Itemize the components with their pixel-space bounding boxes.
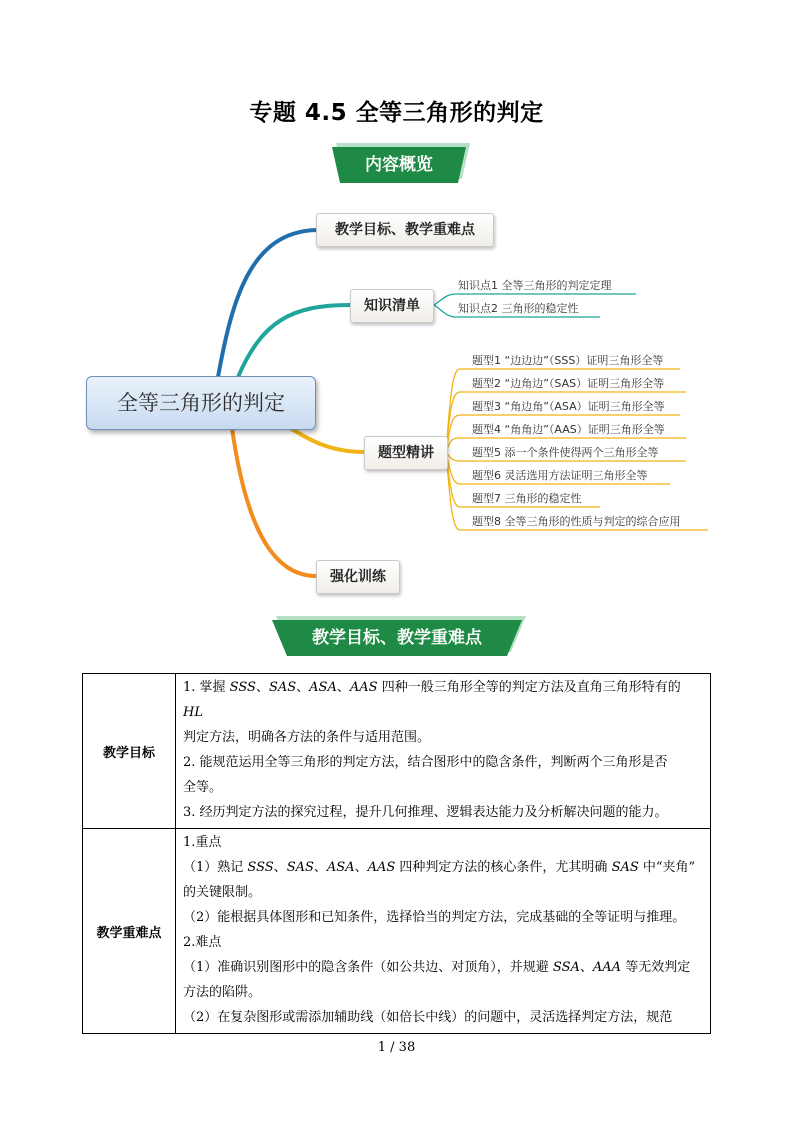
mindmap-leaf-type-7: 题型7 三角形的稳定性 — [472, 492, 582, 505]
content-line: 方法的陷阱。 — [183, 985, 262, 1000]
page-title: 专题 4.5 全等三角形的判定 — [249, 100, 544, 126]
mindmap-leaf-type-2: 题型2 “边角边”（SAS）证明三角形全等 — [472, 377, 665, 390]
mindmap-leaf-knowledge-2: 知识点2 三角形的稳定性 — [458, 302, 579, 315]
italic-term: SSS — [229, 680, 256, 695]
mindmap-node-goals: 教学目标、教学重难点 — [316, 213, 494, 247]
italic-term: ASA — [309, 680, 337, 695]
italic-term: AAS — [367, 860, 396, 875]
goals-banner — [272, 620, 522, 656]
content-line: 1. 掌握 SSS、SAS、ASA、AAS 四种一般三角形全等的判定方法及直角三角形特有的 HL — [183, 680, 681, 720]
row-head-goals: 教学目标 — [83, 674, 176, 829]
page-number: 1 / 38 — [377, 1040, 416, 1055]
content-line: 1.重点 — [183, 835, 222, 850]
mindmap-leaf-type-6: 题型6 灵活选用方法证明三角形全等 — [472, 469, 648, 482]
content-line: 3. 经历判定方法的探究过程，提升几何推理、逻辑表达能力及分析解决问题的能力。 — [183, 805, 668, 820]
italic-term: SSA — [552, 960, 580, 975]
italic-term: SSS — [247, 860, 274, 875]
mindmap-leaf-type-3: 题型3 “角边角”（ASA）证明三角形全等 — [472, 400, 665, 413]
connector-goals — [218, 230, 316, 377]
mindmap-node-training: 强化训练 — [316, 560, 400, 594]
italic-term: ASA — [326, 860, 355, 875]
row-content-key-difficult — [176, 829, 711, 1034]
mindmap-leaf-type-1: 题型1 “边边边”（SSS）证明三角形全等 — [472, 354, 664, 367]
content-line: 2. 能规范运用全等三角形的判定方法，结合图形中的隐含条件，判断两个三角形是否 — [183, 755, 668, 770]
connector-training — [232, 428, 316, 576]
content-line: 判定方法，明确各方法的条件与适用范围。 — [183, 730, 431, 745]
content-line: （1）准确识别图形中的隐含条件（如公共边、对顶角），并规避 SSA、AAA 等无效判定 — [183, 960, 691, 975]
connector-knowledge — [238, 305, 350, 377]
italic-term: SAS — [268, 680, 297, 695]
table-row-goals — [83, 674, 711, 829]
content-line: 全等。 — [183, 780, 223, 795]
italic-term: AAS — [349, 680, 378, 695]
content-line: 的关键限制。 — [183, 885, 262, 900]
content-line: （2）能根据具体图形和已知条件，选择恰当的判定方法，完成基础的全等证明与推理。 — [183, 910, 686, 925]
mindmap-leaf-type-8: 题型8 全等三角形的性质与判定的综合应用 — [472, 515, 681, 528]
mindmap-central-node: 全等三角形的判定 — [86, 376, 316, 430]
overview-banner-label: 内容概览 — [365, 155, 433, 175]
mindmap-leaf-type-5: 题型5 添一个条件使得两个三角形全等 — [472, 446, 659, 459]
goals-table — [82, 673, 711, 1034]
italic-term: AAA — [592, 960, 622, 975]
row-head-key-difficult: 教学重难点 — [83, 829, 176, 1034]
content-line: 2.难点 — [183, 935, 222, 950]
row-content-goals — [176, 674, 711, 829]
content-line: （2）在复杂图形或需添加辅助线（如倍长中线）的问题中，灵活选择判定方法，规范 — [183, 1010, 673, 1025]
italic-term: SAS — [286, 860, 314, 875]
content-line: （1）熟记 SSS、SAS、ASA、AAS 四种判定方法的核心条件，尤其明确 SAS 中“夹角” — [183, 860, 696, 875]
mindmap-leaf-type-4: 题型4 “角角边”（AAS）证明三角形全等 — [472, 423, 665, 436]
table-row-key-difficult — [83, 829, 711, 1034]
mindmap-node-knowledge: 知识清单 — [350, 289, 434, 323]
italic-term: HL — [183, 705, 203, 720]
mindmap-leaf-knowledge-1: 知识点1 全等三角形的判定定理 — [458, 279, 612, 292]
mindmap-node-types: 题型精讲 — [364, 436, 448, 470]
connector-types — [290, 428, 364, 452]
goals-banner-label: 教学目标、教学重难点 — [312, 628, 482, 648]
italic-term: SAS — [611, 860, 639, 875]
